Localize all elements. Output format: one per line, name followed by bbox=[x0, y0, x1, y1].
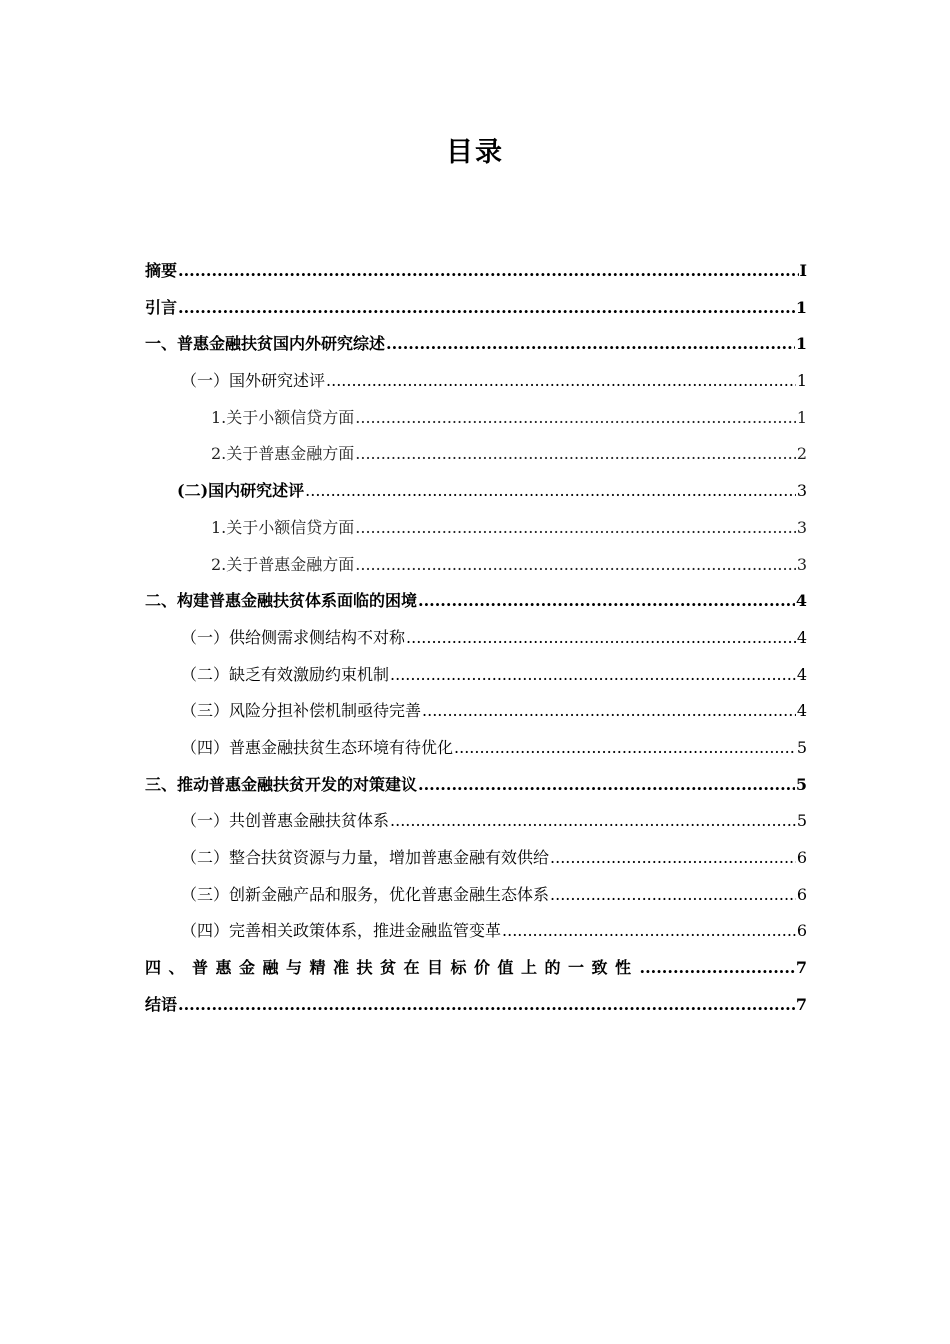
dot-leader bbox=[390, 657, 796, 694]
toc-title: 目录 bbox=[446, 137, 504, 168]
toc-entry-text: （一）供给侧需求侧结构不对称 bbox=[181, 627, 406, 647]
toc-entry-text: (二)国内研究述评 bbox=[177, 481, 305, 501]
toc-entry[interactable] bbox=[145, 436, 807, 473]
dot-leader bbox=[355, 547, 796, 584]
toc-list bbox=[145, 253, 807, 1023]
toc-entry[interactable] bbox=[145, 950, 807, 987]
toc-entry-text: 三、推动普惠金融扶贫开发的对策建议 bbox=[145, 774, 418, 794]
toc-page-number: 1 bbox=[796, 371, 807, 391]
toc-page-number: 4 bbox=[796, 664, 807, 684]
toc-page-number: 1 bbox=[795, 297, 807, 317]
dot-leader bbox=[305, 473, 796, 510]
toc-entry-text: 结语 bbox=[145, 994, 178, 1014]
toc-entry-text: （四）完善相关政策体系，推进金融监管变革 bbox=[181, 921, 502, 941]
toc-page-number: 2 bbox=[796, 444, 807, 464]
dot-leader bbox=[418, 767, 795, 804]
toc-entry[interactable] bbox=[145, 290, 807, 327]
toc-entry[interactable] bbox=[145, 913, 807, 950]
toc-page-number: 5 bbox=[796, 811, 807, 831]
dot-leader bbox=[355, 510, 796, 547]
toc-entry-text: 一、普惠金融扶贫国内外研究综述 bbox=[145, 334, 386, 354]
dot-leader bbox=[390, 803, 796, 840]
toc-entry-text: 2.关于普惠金融方面 bbox=[211, 444, 355, 464]
toc-entry[interactable] bbox=[145, 326, 807, 363]
toc-entry[interactable] bbox=[145, 987, 807, 1024]
toc-entry[interactable] bbox=[145, 767, 807, 804]
toc-page-number: 5 bbox=[795, 774, 807, 794]
toc-page-number: 7 bbox=[795, 994, 807, 1014]
dot-leader bbox=[178, 290, 795, 327]
toc-entry-text: 1.关于小额信贷方面 bbox=[211, 407, 355, 427]
toc-page-number: 3 bbox=[796, 517, 807, 537]
dot-leader bbox=[550, 877, 796, 914]
toc-entry-text: （一）共创普惠金融扶贫体系 bbox=[181, 811, 390, 831]
toc-entry[interactable] bbox=[145, 400, 807, 437]
toc-page-number: 4 bbox=[796, 627, 807, 647]
toc-entry[interactable] bbox=[145, 363, 807, 400]
dot-leader bbox=[454, 730, 796, 767]
dot-leader bbox=[422, 693, 796, 730]
toc-entry[interactable] bbox=[145, 657, 807, 694]
toc-entry-text: 二、构建普惠金融扶贫体系面临的困境 bbox=[145, 591, 418, 611]
toc-entry-text: 四、普惠金融与精准扶贫在目标价值上的一致性 bbox=[145, 958, 639, 978]
toc-entry-text: （三）创新金融产品和服务，优化普惠金融生态体系 bbox=[181, 884, 550, 904]
dot-leader bbox=[326, 363, 796, 400]
dot-leader bbox=[502, 913, 796, 950]
toc-page-number: 4 bbox=[796, 701, 807, 721]
toc-entry[interactable] bbox=[145, 583, 807, 620]
toc-entry-text: （四）普惠金融扶贫生态环境有待优化 bbox=[181, 737, 454, 757]
dot-leader bbox=[355, 400, 796, 437]
toc-entry[interactable] bbox=[145, 803, 807, 840]
toc-page-number: 1 bbox=[795, 334, 807, 354]
toc-page-number: 6 bbox=[796, 848, 807, 867]
dot-leader bbox=[386, 326, 795, 363]
dot-leader bbox=[640, 950, 795, 987]
toc-entry-text: （二）整合扶贫资源与力量，增加普惠金融有效供给 bbox=[181, 848, 550, 867]
toc-entry-text: 引言 bbox=[145, 297, 178, 317]
toc-page-number: 6 bbox=[796, 884, 807, 904]
toc-page-number: 5 bbox=[796, 737, 807, 757]
toc-entry-text: （二）缺乏有效激励约束机制 bbox=[181, 664, 390, 684]
toc-entry[interactable] bbox=[145, 693, 807, 730]
toc-entry-text: 1.关于小额信贷方面 bbox=[211, 517, 355, 537]
toc-entry[interactable] bbox=[145, 730, 807, 767]
toc-entry[interactable] bbox=[145, 253, 807, 290]
toc-page-number: 4 bbox=[795, 591, 807, 611]
toc-page-number: 3 bbox=[796, 481, 807, 501]
toc-page-number: 7 bbox=[795, 958, 807, 978]
toc-entry[interactable] bbox=[145, 473, 807, 510]
dot-leader bbox=[406, 620, 796, 657]
dot-leader bbox=[355, 436, 796, 473]
toc-entry-text: （一）国外研究述评 bbox=[181, 371, 326, 391]
toc-entry-text: 摘要 bbox=[145, 261, 178, 280]
dot-leader bbox=[178, 987, 795, 1024]
toc-entry-text: 2.关于普惠金融方面 bbox=[211, 554, 355, 574]
toc-entry[interactable] bbox=[145, 510, 807, 547]
toc-entry[interactable] bbox=[145, 877, 807, 914]
dot-leader bbox=[418, 583, 795, 620]
dot-leader bbox=[550, 840, 796, 877]
toc-entry[interactable] bbox=[145, 620, 807, 657]
toc-page-number: 1 bbox=[796, 407, 807, 427]
toc-page-number: I bbox=[799, 261, 807, 280]
toc-entry[interactable] bbox=[145, 547, 807, 584]
toc-entry[interactable] bbox=[145, 840, 807, 877]
toc-page-number: 3 bbox=[796, 554, 807, 574]
dot-leader bbox=[178, 253, 799, 290]
toc-page-number: 6 bbox=[796, 921, 807, 941]
toc-entry-text: （三）风险分担补偿机制亟待完善 bbox=[181, 701, 422, 721]
